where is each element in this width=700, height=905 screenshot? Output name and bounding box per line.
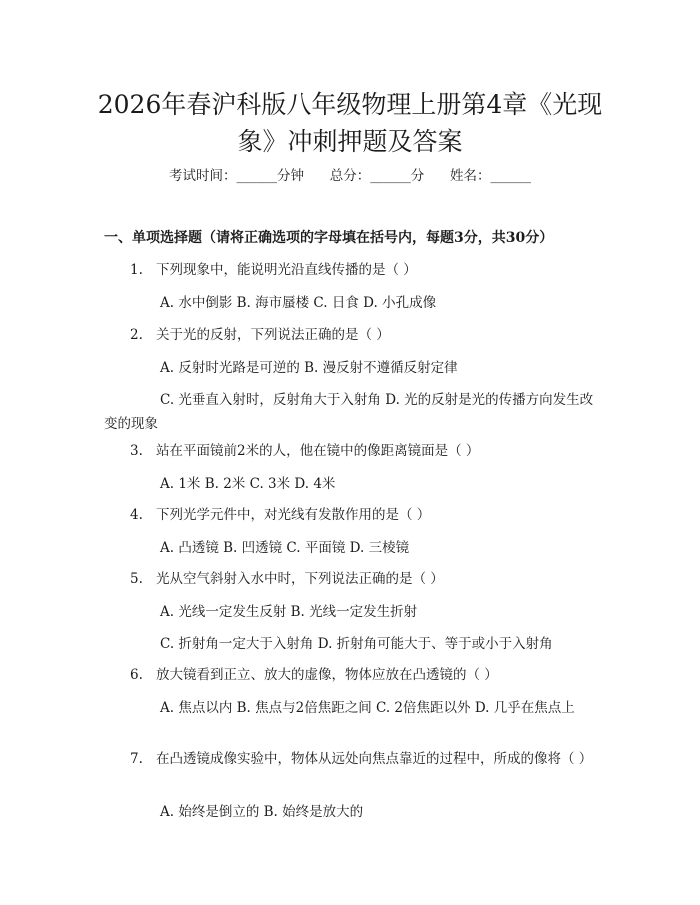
question-number: 4. <box>130 507 143 523</box>
question-stem: 站在平面镜前2米的人，他在镜中的像距离镜面是（ ） <box>156 443 480 459</box>
question-2-options-b <box>104 388 596 436</box>
option-line: A. 始终是倒立的 B. 始终是放大的 <box>160 804 364 820</box>
question-4-options <box>104 536 596 560</box>
question-number: 5. <box>130 571 143 587</box>
option-line: C. 光垂直入射时，反射角大于入射角 D. 光的反射是光的传播方向发生改变的现象 <box>104 392 594 432</box>
question-7-options <box>104 800 596 824</box>
question-3 <box>104 440 596 463</box>
question-stem: 放大镜看到正立、放大的虚像，物体应放在凸透镜的（ ） <box>156 667 498 683</box>
question-4 <box>104 504 596 527</box>
question-number: 6. <box>130 667 143 683</box>
question-stem: 下列现象中，能说明光沿直线传播的是（ ） <box>156 262 417 278</box>
option-line: A. 光线一定发生反射 B. 光线一定发生折射 <box>160 604 418 620</box>
question-5-options-b <box>104 632 596 656</box>
option-line: A. 1米 B. 2米 C. 3米 D. 4米 <box>160 476 336 492</box>
exam-info-line: 考试时间：______分钟 总分：______分 姓名：______ <box>169 168 531 184</box>
question-number: 1. <box>130 262 143 278</box>
question-number: 2. <box>130 327 143 343</box>
option-line: A. 焦点以内 B. 焦点与2倍焦距之间 C. 2倍焦距以外 D. 几乎在焦点上 <box>160 700 575 716</box>
question-5 <box>104 568 596 591</box>
option-line: A. 凸透镜 B. 凹透镜 C. 平面镜 D. 三棱镜 <box>160 540 410 556</box>
question-3-options <box>104 472 596 496</box>
question-2 <box>104 324 596 347</box>
option-line: C. 折射角一定大于入射角 D. 折射角可能大于、等于或小于入射角 <box>160 636 553 652</box>
question-1-options <box>104 291 596 315</box>
question-6 <box>104 664 596 687</box>
question-stem: 下列光学元件中，对光线有发散作用的是（ ） <box>156 507 431 523</box>
option-line: A. 水中倒影 B. 海市蜃楼 C. 日食 D. 小孔成像 <box>160 295 437 311</box>
option-line: A. 反射时光路是可逆的 B. 漫反射不遵循反射定律 <box>160 360 458 376</box>
section-heading: 一、单项选择题（请将正确选项的字母填在括号内，每题3分，共30分） <box>104 230 554 246</box>
page-title: 2026年春沪科版八年级物理上册第4章《光现象》冲刺押题及答案 <box>97 90 603 156</box>
question-6-options <box>104 696 596 720</box>
question-7 <box>104 748 596 771</box>
question-stem: 关于光的反射，下列说法正确的是（ ） <box>156 327 390 343</box>
question-stem: 在凸透镜成像实验中，物体从远处向焦点靠近的过程中，所成的像将（ ） <box>156 751 593 767</box>
question-1 <box>104 259 596 282</box>
question-number: 3. <box>130 443 143 459</box>
question-5-options-a <box>104 600 596 624</box>
question-2-options-a <box>104 356 596 380</box>
question-stem: 光从空气斜射入水中时，下列说法正确的是（ ） <box>156 571 444 587</box>
question-number: 7. <box>130 751 143 767</box>
